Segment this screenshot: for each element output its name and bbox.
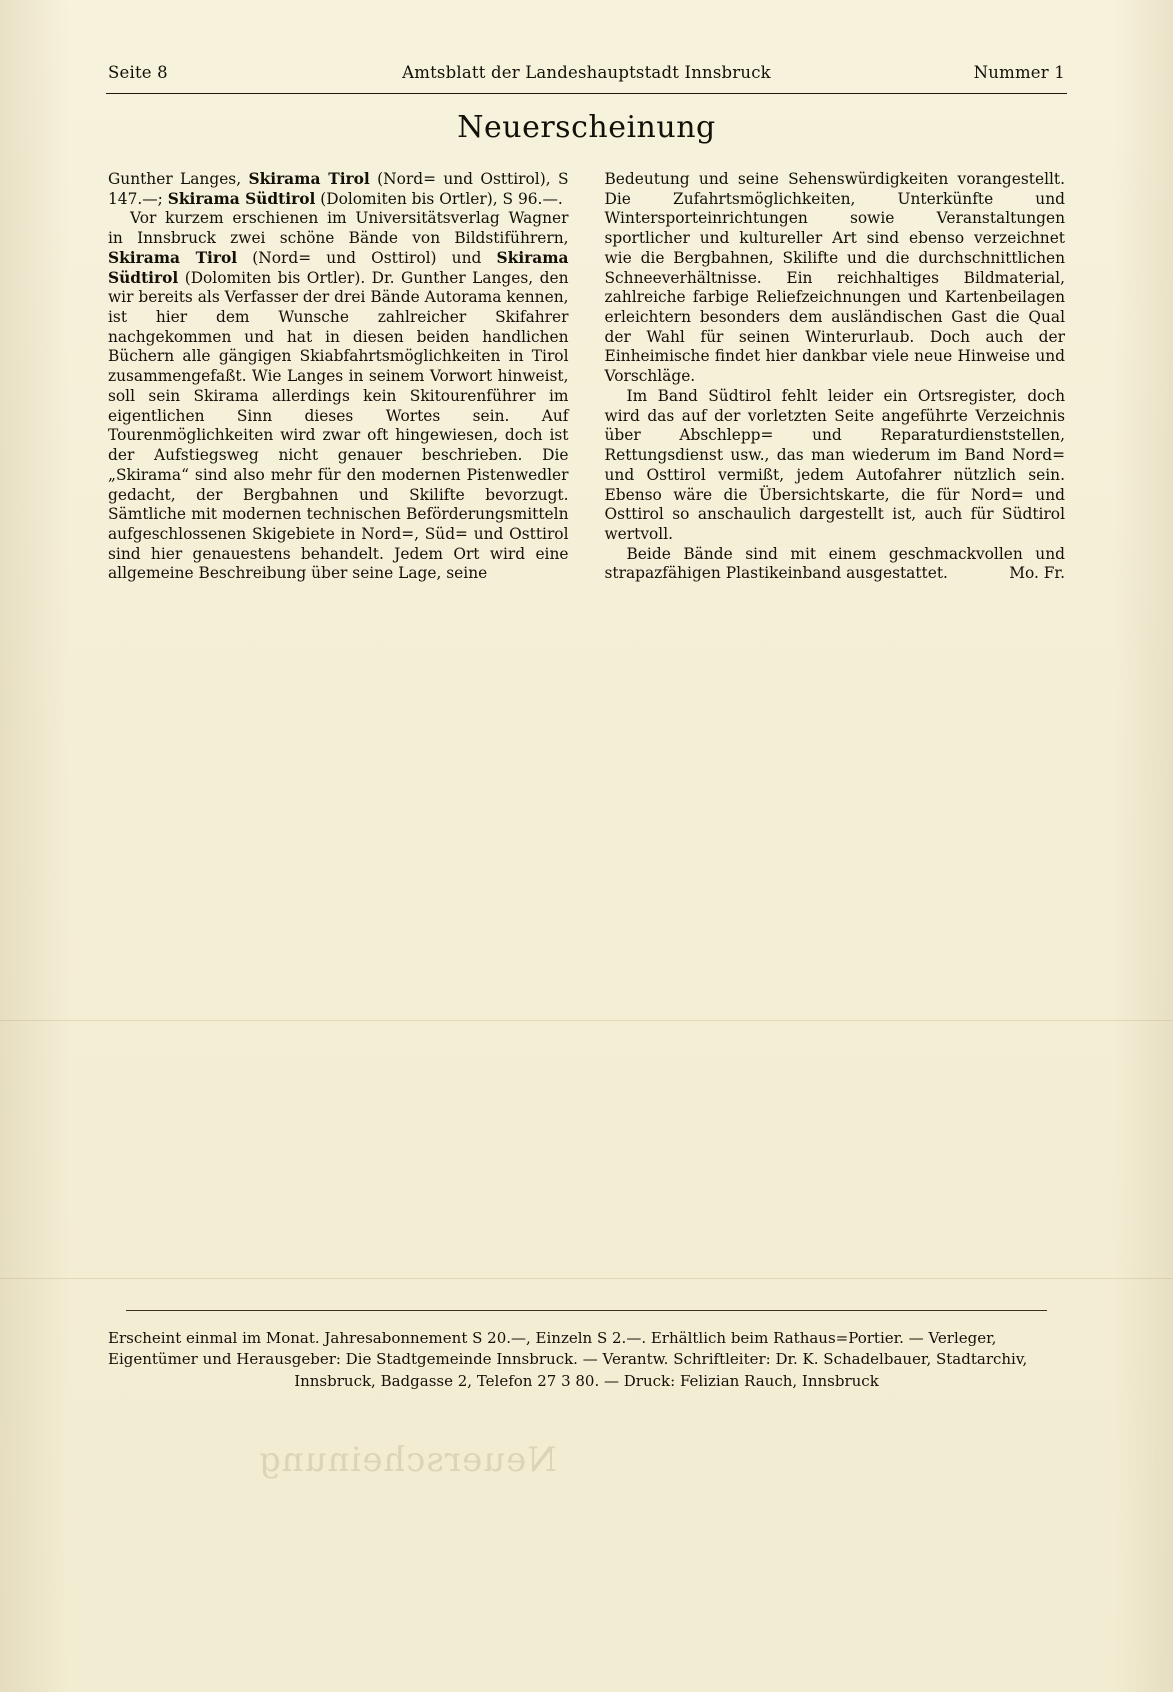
paragraph: Vor kurzem erschienen im Universitätsverlag Wagner in Innsbruck zwei schöne Bände von Bildstiführern, Skirama Tirol (Nord= und Osttirol) und Skirama Südtirol (Dolomiten bis Ortler). Dr. Gunther Langes, den wir bereits als Verfasser der drei Bände Autorama kennen, ist hier dem Wunsche zahlreicher Skifahrer nachgekommen und hat in diesen beiden handlichen Büchern alle gängigen Skiabfahrtsmöglichkeiten in Tirol zusammengefaßt. Wie Langes in seinem Vorwort hinweist, soll sein Skirama allerdings kein Skitourenführer im eigentlichen Sinn dieses Wortes sein. Auf Tourenmöglichkeiten wird zwar oft hingewiesen, doch ist der Aufstiegsweg nicht genauer beschrieben. Die „Skirama“ sind also mehr für den modernen Pistenwedler gedacht, der Bergbahnen und Skilifte bevorzugt. Sämtliche mit modernen technischen Beförderungsmitteln aufgeschlossenen Skigebiete in Nord=, Süd= und Osttirol sind hier genauestens behandelt. Jedem Ort wird eine allgemeine Beschreibung über seine Lage, seine [108, 209, 569, 583]
paragraph: Bedeutung und seine Sehenswürdigkeiten vorangestellt. Die Zufahrtsmöglichkeiten, Unterkünfte und Wintersporteinrichtungen sowie Veranstaltungen sportlicher und kultureller Art sind ebenso verzeichnet wie die Bergbahnen, Skilifte und die durchschnittlichen Schneeverhältnisse. Ein reichhaltiges Bildmaterial, zahlreiche farbige Reliefzeichnungen und Kartenbeilagen erleichtern besonders dem ausländischen Gast die Qual der Wahl für seinen Winterurlaub. Doch auch der Einheimische findet hier dankbar viele neue Hinweise und Vorschläge. [604, 170, 1065, 386]
author-signature: Mo. Fr. [1009, 564, 1065, 583]
running-head-left: Seite 8 [108, 63, 168, 82]
colophon-line: Erscheint einmal im Monat. Jahresabonnement S 20.—, Einzeln S 2.—. Erhältlich beim Rathaus=Portier. — Verleger, [108, 1329, 997, 1348]
column-left [108, 170, 569, 584]
running-head [108, 63, 1065, 82]
running-head-right: Nummer 1 [973, 63, 1065, 82]
column-right [605, 170, 1066, 584]
paragraph [605, 545, 1066, 584]
header-rule [106, 93, 1067, 94]
paragraph: Im Band Südtirol fehlt leider ein Ortsregister, doch wird das auf der vorletzten Seite angeführte Verzeichnis über Abschlepp= und Reparaturdienststellen, Rettungsdienst usw., das man wiederum im Band Nord= und Osttirol vermißt, jedem Autofahrer nützlich sein. Ebenso wäre die Übersichtskarte, die für Nord= und Osttirol so anschaulich dargestellt ist, auch für Südtirol wertvoll. [604, 386, 1065, 543]
paragraph: Gunther Langes, Skirama Tirol (Nord= und Osttirol), S 147.—; Skirama Südtirol (Dolomiten bis Ortler), S 96.—. [108, 170, 569, 208]
paragraph-text: Beide Bände sind mit einem geschmackvollen und strapazfähigen Plastikeinband ausgestattet. [604, 544, 1065, 583]
colophon-line: Innsbruck, Badgasse 2, Telefon 27 3 80. — Druck: Felizian Rauch, Innsbruck [294, 1371, 879, 1390]
page-content [108, 0, 1065, 1692]
running-head-center: Amtsblatt der Landeshauptstadt Innsbruck [402, 63, 771, 82]
colophon-line: Eigentümer und Herausgeber: Die Stadtgemeinde Innsbruck. — Verantw. Schriftleiter: Dr. K. Schadelbauer, Stadtarchiv, [108, 1350, 1028, 1369]
colophon [108, 1328, 1065, 1392]
body-columns [108, 170, 1065, 584]
bleed-through-text: Neuerscheinung [258, 1440, 557, 1480]
page-title: Neuerscheinung [457, 110, 716, 145]
footer-rule [126, 1310, 1047, 1311]
